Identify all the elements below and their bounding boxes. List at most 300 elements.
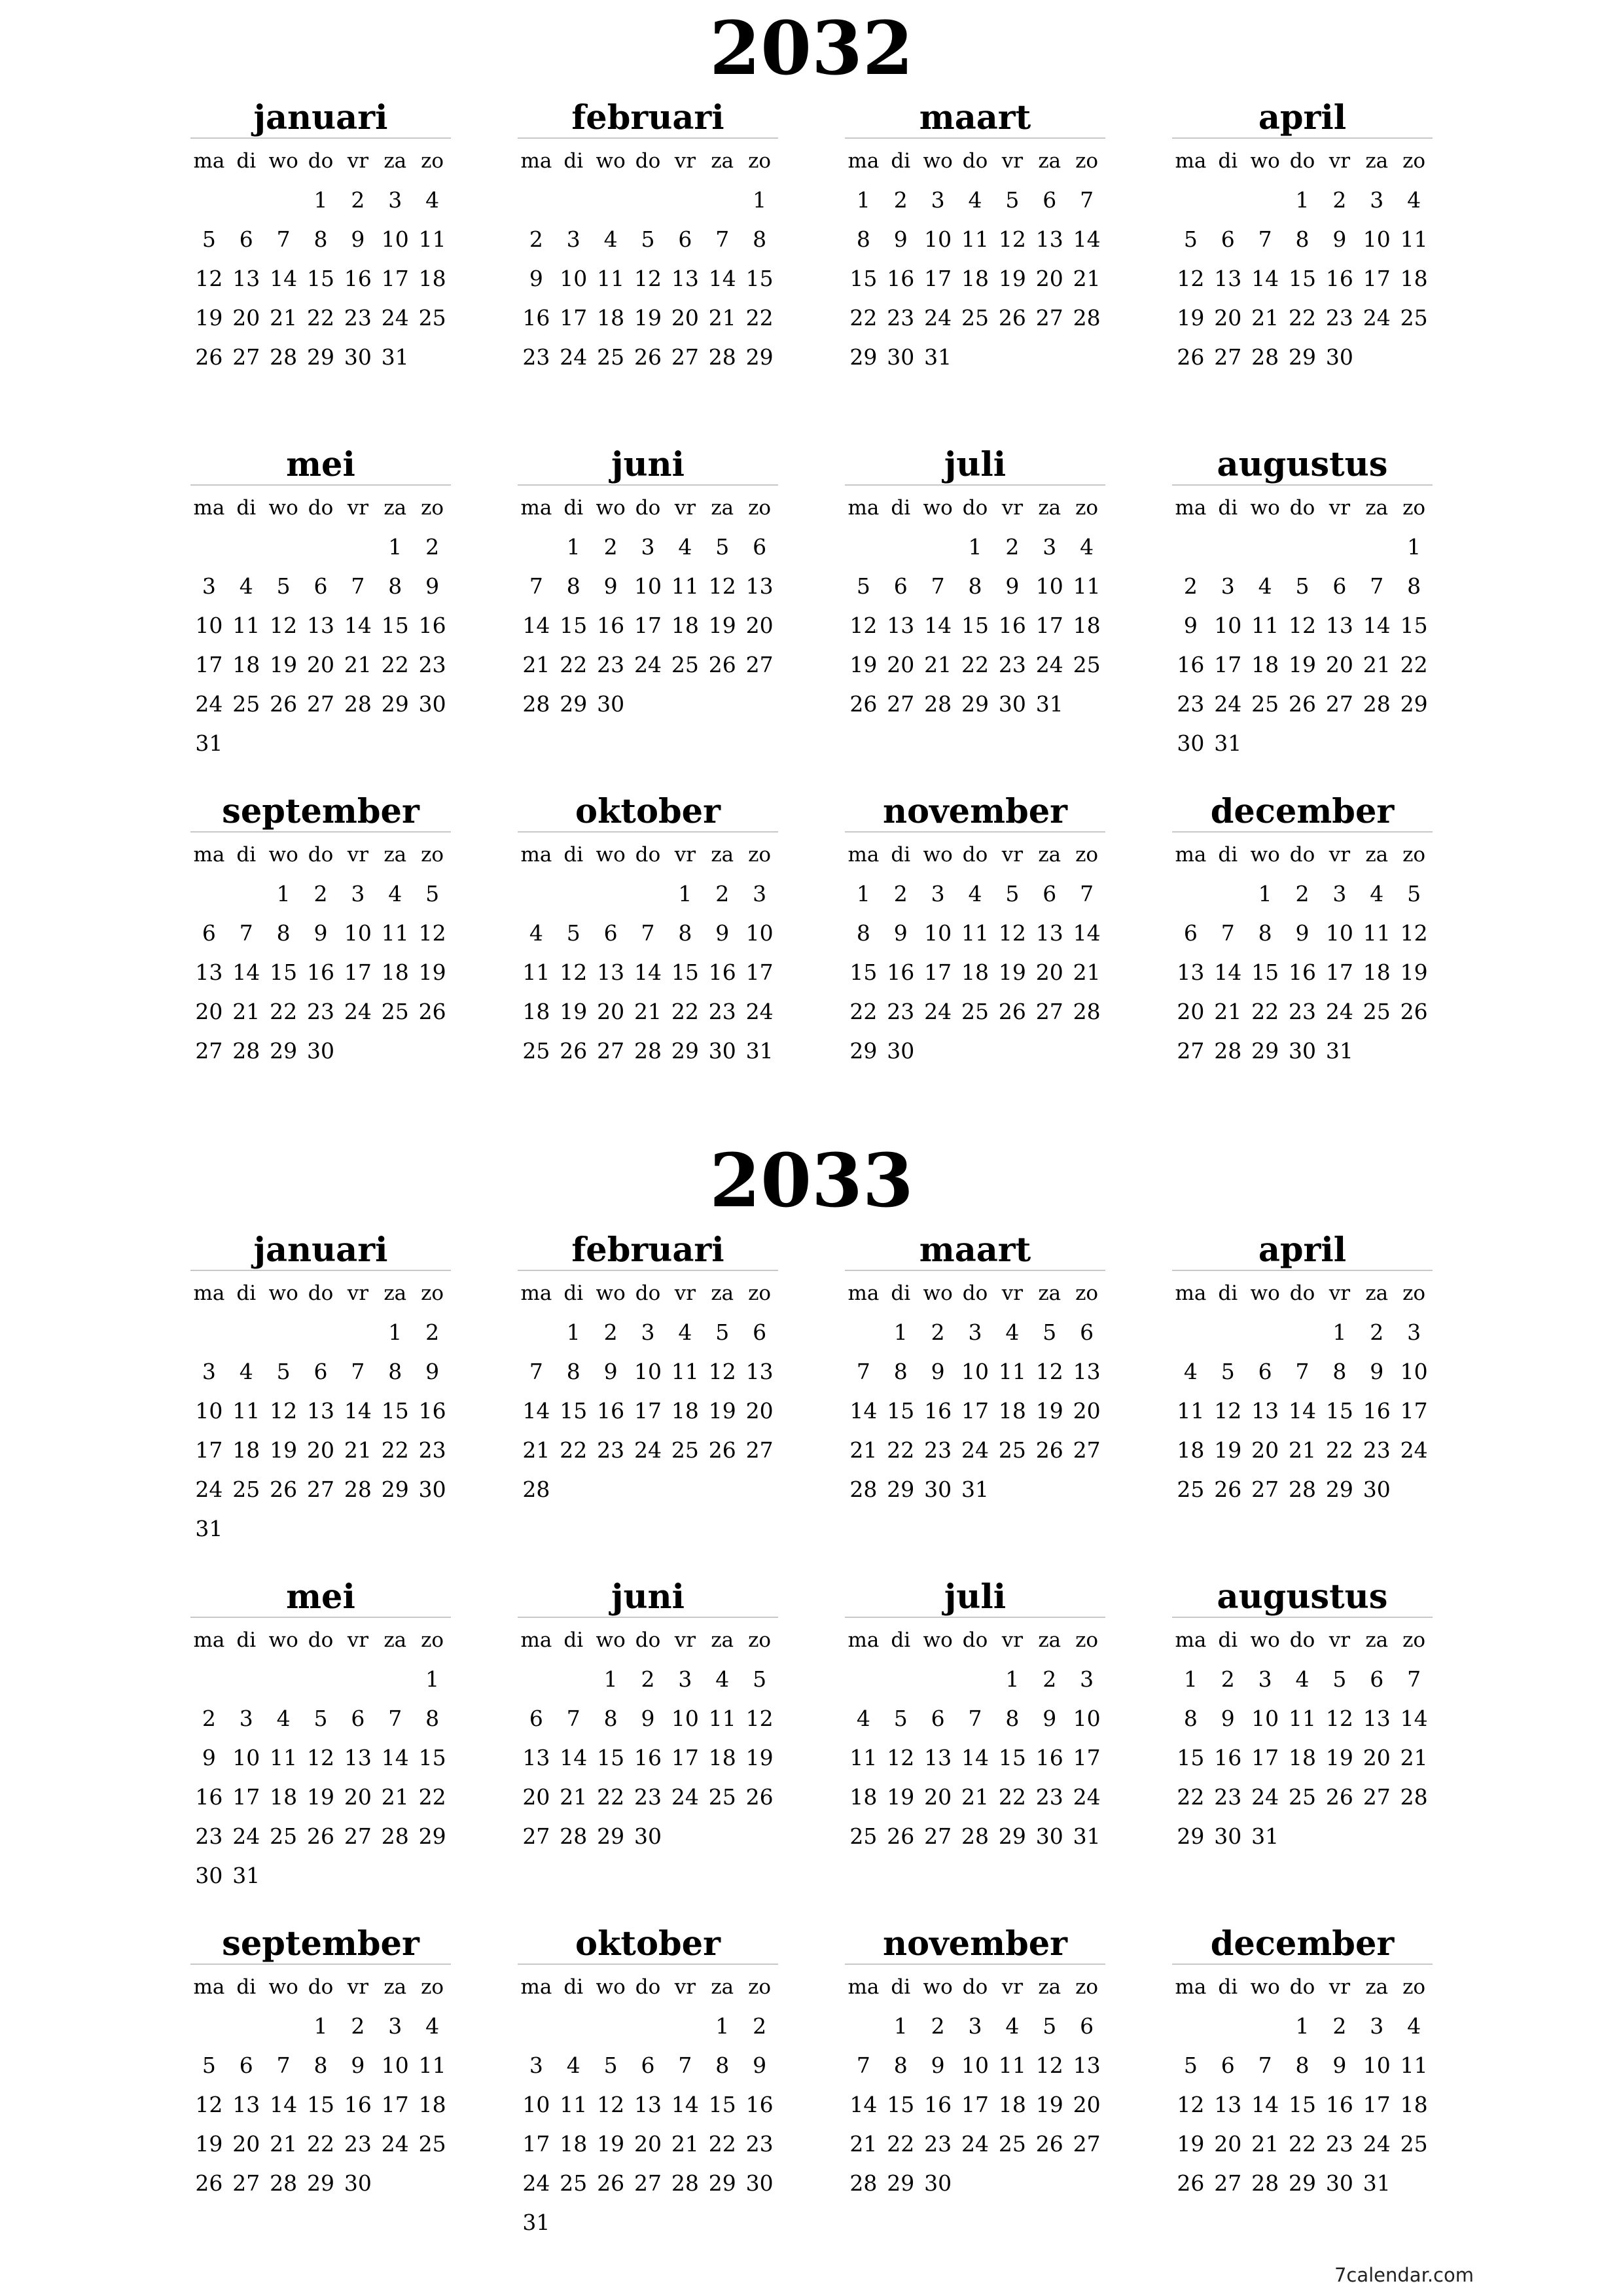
day-cell: 14 xyxy=(849,1398,878,1424)
day-cell: 28 xyxy=(1363,691,1391,717)
day-cell: 13 xyxy=(1325,613,1353,638)
day-cell: 28 xyxy=(1073,999,1101,1024)
day-cell: 1 xyxy=(893,2013,908,2039)
day-cell: 16 xyxy=(1214,1745,1242,1770)
empty-cell xyxy=(882,1660,919,1699)
day-cell: 1 xyxy=(388,534,402,560)
empty-cell xyxy=(1209,181,1247,220)
day-cell: 19 xyxy=(270,652,298,677)
weekday-header: za xyxy=(383,1282,407,1305)
month-name: april xyxy=(1172,1230,1433,1271)
empty-cell xyxy=(228,181,265,220)
day-cell: 9 xyxy=(1370,1359,1384,1384)
day-cell: 4 xyxy=(678,534,692,560)
day-cell: 29 xyxy=(1289,344,1316,370)
day-cell: 27 xyxy=(1035,305,1063,331)
weekday-header: zo xyxy=(1075,1628,1099,1652)
empty-cell xyxy=(1284,1313,1321,1352)
day-cell: 7 xyxy=(239,920,253,946)
day-cell: 4 xyxy=(388,881,402,906)
day-cell: 24 xyxy=(961,1437,989,1463)
day-cell: 14 xyxy=(671,2092,699,2117)
day-cell: 4 xyxy=(1005,1319,1020,1345)
day-cell: 11 xyxy=(418,226,446,252)
empty-cell xyxy=(339,1660,376,1699)
day-cell: 25 xyxy=(418,305,446,331)
day-cell: 22 xyxy=(1177,1784,1205,1810)
day-cell: 6 xyxy=(753,534,767,560)
weekday-header: vr xyxy=(1329,149,1351,173)
day-cell: 8 xyxy=(968,573,982,599)
day-cell: 29 xyxy=(1251,1038,1279,1064)
day-cell: 27 xyxy=(1214,2170,1242,2196)
weekday-header: vr xyxy=(347,149,369,173)
day-cell: 24 xyxy=(195,691,223,717)
day-cell: 18 xyxy=(849,1784,878,1810)
day-cell: 10 xyxy=(745,920,774,946)
month-block-maart xyxy=(845,98,1105,377)
day-cell: 21 xyxy=(634,999,662,1024)
day-cell: 4 xyxy=(1258,573,1272,599)
day-cell: 26 xyxy=(1325,1784,1353,1810)
day-cell: 14 xyxy=(1251,2092,1279,2117)
weekday-header: vr xyxy=(674,1975,696,1999)
empty-cell xyxy=(1172,2007,1209,2046)
day-cell: 12 xyxy=(849,613,878,638)
weekday-header: di xyxy=(891,843,911,867)
day-cell: 11 xyxy=(597,266,625,291)
empty-cell xyxy=(518,528,555,567)
month-block-oktober xyxy=(518,1924,778,2242)
site-credit[interactable]: 7calendar.com xyxy=(1334,2264,1474,2286)
day-cell: 16 xyxy=(597,1398,625,1424)
day-cell: 11 xyxy=(1363,920,1391,946)
day-cell: 9 xyxy=(753,2053,767,2078)
day-cell: 18 xyxy=(560,2131,588,2157)
empty-cell xyxy=(518,1660,555,1699)
day-cell: 28 xyxy=(270,344,298,370)
empty-cell xyxy=(190,528,228,567)
empty-cell xyxy=(228,1313,265,1352)
day-cell: 25 xyxy=(381,999,409,1024)
day-cell: 23 xyxy=(1214,1784,1242,1810)
day-cell: 20 xyxy=(634,2131,662,2157)
weekday-header: ma xyxy=(847,496,880,520)
day-cell: 26 xyxy=(270,1477,298,1502)
day-cell: 16 xyxy=(634,1745,662,1770)
weekday-header: do xyxy=(635,149,661,173)
day-cell: 12 xyxy=(1177,266,1205,291)
day-cell: 15 xyxy=(307,2092,334,2117)
month-name: mei xyxy=(190,1577,451,1618)
day-cell: 2 xyxy=(931,2013,945,2039)
day-cell: 29 xyxy=(998,1823,1026,1849)
day-cell: 6 xyxy=(931,1706,945,1731)
day-cell: 6 xyxy=(1221,226,1235,252)
day-cell: 25 xyxy=(1363,999,1391,1024)
empty-cell xyxy=(845,2007,882,2046)
weekday-header: ma xyxy=(520,496,552,520)
day-cell: 9 xyxy=(425,1359,440,1384)
day-cell: 8 xyxy=(1332,1359,1347,1384)
day-cell: 25 xyxy=(270,1823,298,1849)
weekday-header: wo xyxy=(923,843,953,867)
day-cell: 31 xyxy=(195,730,223,756)
day-cell: 14 xyxy=(1251,266,1279,291)
day-cell: 22 xyxy=(671,999,699,1024)
day-cell: 11 xyxy=(961,920,989,946)
day-cell: 16 xyxy=(307,960,334,985)
day-cell: 1 xyxy=(276,881,291,906)
day-cell: 4 xyxy=(1295,1666,1310,1692)
day-cell: 22 xyxy=(887,1437,915,1463)
empty-cell xyxy=(1172,181,1209,220)
weekday-header: di xyxy=(236,1282,257,1305)
weekday-header: wo xyxy=(268,1282,298,1305)
day-cell: 24 xyxy=(634,652,662,677)
day-cell: 29 xyxy=(560,691,588,717)
day-cell: 17 xyxy=(560,305,588,331)
day-cell: 1 xyxy=(1295,187,1310,213)
day-cell: 31 xyxy=(745,1038,774,1064)
day-cell: 5 xyxy=(1407,881,1421,906)
weekday-header: zo xyxy=(421,1628,444,1652)
weekday-header: do xyxy=(1289,1975,1315,1999)
day-cell: 29 xyxy=(1325,1477,1353,1502)
month-grid xyxy=(518,1274,778,1509)
day-cell: 11 xyxy=(1400,2053,1428,2078)
day-cell: 23 xyxy=(522,344,550,370)
day-cell: 28 xyxy=(924,691,952,717)
empty-cell xyxy=(190,2007,228,2046)
day-cell: 13 xyxy=(1035,920,1063,946)
day-cell: 31 xyxy=(924,344,952,370)
weekday-header: wo xyxy=(596,843,626,867)
day-cell: 27 xyxy=(1325,691,1353,717)
day-cell: 28 xyxy=(560,1823,588,1849)
day-cell: 23 xyxy=(597,1437,625,1463)
day-cell: 14 xyxy=(849,2092,878,2117)
day-cell: 25 xyxy=(232,691,260,717)
day-cell: 18 xyxy=(708,1745,736,1770)
day-cell: 3 xyxy=(529,2053,543,2078)
day-cell: 7 xyxy=(856,1359,870,1384)
day-cell: 27 xyxy=(307,1477,334,1502)
day-cell: 29 xyxy=(307,2170,334,2196)
day-cell: 12 xyxy=(195,266,223,291)
day-cell: 23 xyxy=(1289,999,1316,1024)
day-cell: 26 xyxy=(745,1784,774,1810)
day-cell: 18 xyxy=(418,266,446,291)
day-cell: 14 xyxy=(381,1745,409,1770)
day-cell: 1 xyxy=(425,1666,440,1692)
day-cell: 6 xyxy=(239,226,253,252)
day-cell: 10 xyxy=(634,573,662,599)
day-cell: 15 xyxy=(307,266,334,291)
day-cell: 2 xyxy=(931,1319,945,1345)
day-cell: 2 xyxy=(425,1319,440,1345)
day-cell: 23 xyxy=(887,999,915,1024)
weekday-header: di xyxy=(1218,843,1238,867)
day-cell: 16 xyxy=(522,305,550,331)
month-block-april xyxy=(1172,98,1433,377)
day-cell: 10 xyxy=(522,2092,550,2117)
day-cell: 15 xyxy=(745,266,774,291)
day-cell: 2 xyxy=(351,187,365,213)
day-cell: 16 xyxy=(1289,960,1316,985)
day-cell: 26 xyxy=(887,1823,915,1849)
day-cell: 27 xyxy=(1214,344,1242,370)
day-cell: 10 xyxy=(560,266,588,291)
month-name: januari xyxy=(190,1230,451,1271)
day-cell: 3 xyxy=(968,2013,982,2039)
day-cell: 28 xyxy=(671,2170,699,2196)
day-cell: 7 xyxy=(276,226,291,252)
day-cell: 19 xyxy=(1289,652,1316,677)
weekday-header: ma xyxy=(1175,1975,1207,1999)
day-cell: 11 xyxy=(381,920,409,946)
empty-cell xyxy=(957,1660,994,1699)
empty-cell xyxy=(265,1313,302,1352)
day-cell: 12 xyxy=(1400,920,1428,946)
day-cell: 21 xyxy=(232,999,260,1024)
day-cell: 22 xyxy=(560,1437,588,1463)
day-cell: 30 xyxy=(708,1038,736,1064)
weekday-header: zo xyxy=(748,1282,772,1305)
day-cell: 28 xyxy=(522,1477,550,1502)
day-cell: 28 xyxy=(708,344,736,370)
day-cell: 5 xyxy=(1295,573,1310,599)
day-cell: 18 xyxy=(1073,613,1101,638)
day-cell: 18 xyxy=(232,652,260,677)
weekday-header: vr xyxy=(674,1628,696,1652)
day-cell: 1 xyxy=(566,534,580,560)
day-cell: 30 xyxy=(597,691,625,717)
weekday-header: di xyxy=(236,149,257,173)
day-cell: 5 xyxy=(276,1359,291,1384)
weekday-header: vr xyxy=(1329,843,1351,867)
day-cell: 28 xyxy=(634,1038,662,1064)
day-cell: 7 xyxy=(856,2053,870,2078)
day-cell: 10 xyxy=(671,1706,699,1731)
day-cell: 30 xyxy=(1214,1823,1242,1849)
day-cell: 29 xyxy=(381,1477,409,1502)
weekday-header: di xyxy=(236,1628,257,1652)
month-grid xyxy=(518,835,778,1071)
day-cell: 3 xyxy=(931,881,945,906)
month-block-mei xyxy=(190,1577,451,1895)
month-grid xyxy=(190,488,451,763)
day-cell: 6 xyxy=(1043,187,1057,213)
day-cell: 1 xyxy=(715,2013,730,2039)
day-cell: 21 xyxy=(381,1784,409,1810)
day-cell: 22 xyxy=(745,305,774,331)
day-cell: 3 xyxy=(388,187,402,213)
day-cell: 22 xyxy=(560,652,588,677)
day-cell: 24 xyxy=(344,999,372,1024)
day-cell: 11 xyxy=(232,613,260,638)
day-cell: 12 xyxy=(634,266,662,291)
day-cell: 30 xyxy=(745,2170,774,2196)
day-cell: 20 xyxy=(1363,1745,1391,1770)
day-cell: 8 xyxy=(566,1359,580,1384)
day-cell: 26 xyxy=(1289,691,1316,717)
day-cell: 20 xyxy=(522,1784,550,1810)
weekday-header: zo xyxy=(1075,843,1099,867)
day-cell: 30 xyxy=(1177,730,1205,756)
day-cell: 8 xyxy=(1295,2053,1310,2078)
day-cell: 22 xyxy=(270,999,298,1024)
day-cell: 24 xyxy=(924,999,952,1024)
weekday-header: wo xyxy=(1250,1628,1280,1652)
weekday-header: zo xyxy=(1075,149,1099,173)
day-cell: 21 xyxy=(1251,2131,1279,2157)
day-cell: 25 xyxy=(961,999,989,1024)
weekday-header: do xyxy=(962,149,988,173)
weekday-header: za xyxy=(383,1628,407,1652)
day-cell: 3 xyxy=(1370,187,1384,213)
day-cell: 10 xyxy=(1073,1706,1101,1731)
day-cell: 23 xyxy=(418,652,446,677)
day-cell: 5 xyxy=(1332,1666,1347,1692)
day-cell: 24 xyxy=(560,344,588,370)
day-cell: 16 xyxy=(344,2092,372,2117)
weekday-header: vr xyxy=(1329,1975,1351,1999)
day-cell: 28 xyxy=(381,1823,409,1849)
day-cell: 18 xyxy=(597,305,625,331)
day-cell: 18 xyxy=(1363,960,1391,985)
weekday-header: zo xyxy=(421,149,444,173)
day-cell: 18 xyxy=(1251,652,1279,677)
day-cell: 1 xyxy=(1183,1666,1198,1692)
day-cell: 17 xyxy=(745,960,774,985)
day-cell: 13 xyxy=(1251,1398,1279,1424)
day-cell: 1 xyxy=(1332,1319,1347,1345)
day-cell: 20 xyxy=(887,652,915,677)
day-cell: 2 xyxy=(1332,2013,1347,2039)
day-cell: 2 xyxy=(1043,1666,1057,1692)
weekday-header: di xyxy=(563,1628,584,1652)
day-cell: 31 xyxy=(522,2210,550,2235)
month-block-juli xyxy=(845,445,1105,724)
day-cell: 14 xyxy=(924,613,952,638)
day-cell: 5 xyxy=(1183,226,1198,252)
day-cell: 20 xyxy=(1177,999,1205,1024)
day-cell: 12 xyxy=(560,960,588,985)
day-cell: 3 xyxy=(641,1319,655,1345)
empty-cell xyxy=(919,1660,957,1699)
day-cell: 9 xyxy=(351,2053,365,2078)
day-cell: 27 xyxy=(522,1823,550,1849)
weekday-header: wo xyxy=(923,496,953,520)
month-grid xyxy=(1172,488,1433,763)
day-cell: 23 xyxy=(344,305,372,331)
month-name: februari xyxy=(518,1230,778,1271)
day-cell: 17 xyxy=(195,652,223,677)
weekday-header: do xyxy=(962,843,988,867)
day-cell: 27 xyxy=(1073,2131,1101,2157)
day-cell: 13 xyxy=(745,1359,774,1384)
day-cell: 20 xyxy=(1035,266,1063,291)
weekday-header: do xyxy=(635,496,661,520)
day-cell: 3 xyxy=(753,881,767,906)
day-cell: 26 xyxy=(998,999,1026,1024)
weekday-header: do xyxy=(962,1975,988,1999)
month-name: oktober xyxy=(518,792,778,833)
day-cell: 17 xyxy=(961,2092,989,2117)
day-cell: 3 xyxy=(1407,1319,1421,1345)
day-cell: 18 xyxy=(671,1398,699,1424)
day-cell: 21 xyxy=(270,305,298,331)
day-cell: 19 xyxy=(998,266,1026,291)
empty-cell xyxy=(265,528,302,567)
empty-cell xyxy=(190,874,228,914)
day-cell: 24 xyxy=(1073,1784,1101,1810)
empty-cell xyxy=(518,2007,555,2046)
day-cell: 30 xyxy=(418,1477,446,1502)
month-name: september xyxy=(190,1924,451,1965)
empty-cell xyxy=(919,528,957,567)
day-cell: 22 xyxy=(1289,2131,1316,2157)
weekday-header: wo xyxy=(596,1282,626,1305)
day-cell: 8 xyxy=(1005,1706,1020,1731)
day-cell: 20 xyxy=(924,1784,952,1810)
day-cell: 10 xyxy=(195,1398,223,1424)
day-cell: 27 xyxy=(745,652,774,677)
day-cell: 2 xyxy=(753,2013,767,2039)
weekday-header: vr xyxy=(1001,1282,1024,1305)
day-cell: 6 xyxy=(893,573,908,599)
day-cell: 25 xyxy=(597,344,625,370)
month-grid xyxy=(518,1621,778,1856)
day-cell: 13 xyxy=(232,266,260,291)
day-cell: 20 xyxy=(232,305,260,331)
weekday-header: wo xyxy=(596,1628,626,1652)
day-cell: 1 xyxy=(1407,534,1421,560)
weekday-header: wo xyxy=(1250,149,1280,173)
weekday-header: vr xyxy=(347,1628,369,1652)
day-cell: 12 xyxy=(1035,1359,1063,1384)
empty-cell xyxy=(1247,181,1284,220)
day-cell: 13 xyxy=(597,960,625,985)
weekday-header: ma xyxy=(847,843,880,867)
day-cell: 14 xyxy=(961,1745,989,1770)
day-cell: 31 xyxy=(1325,1038,1353,1064)
day-cell: 29 xyxy=(708,2170,736,2196)
day-cell: 2 xyxy=(893,881,908,906)
day-cell: 26 xyxy=(849,691,878,717)
weekday-header: vr xyxy=(1001,149,1024,173)
month-name: april xyxy=(1172,98,1433,139)
day-cell: 21 xyxy=(522,1437,550,1463)
day-cell: 14 xyxy=(522,1398,550,1424)
day-cell: 18 xyxy=(1400,2092,1428,2117)
day-cell: 16 xyxy=(1363,1398,1391,1424)
day-cell: 22 xyxy=(381,1437,409,1463)
day-cell: 12 xyxy=(1177,2092,1205,2117)
day-cell: 23 xyxy=(745,2131,774,2157)
weekday-header: ma xyxy=(1175,843,1207,867)
weekday-header: di xyxy=(1218,1975,1238,1999)
day-cell: 25 xyxy=(671,652,699,677)
weekday-header: zo xyxy=(748,1628,772,1652)
weekday-header: za xyxy=(711,1975,734,1999)
weekday-header: za xyxy=(711,1628,734,1652)
day-cell: 30 xyxy=(634,1823,662,1849)
day-cell: 20 xyxy=(745,613,774,638)
day-cell: 23 xyxy=(307,999,334,1024)
day-cell: 5 xyxy=(276,573,291,599)
